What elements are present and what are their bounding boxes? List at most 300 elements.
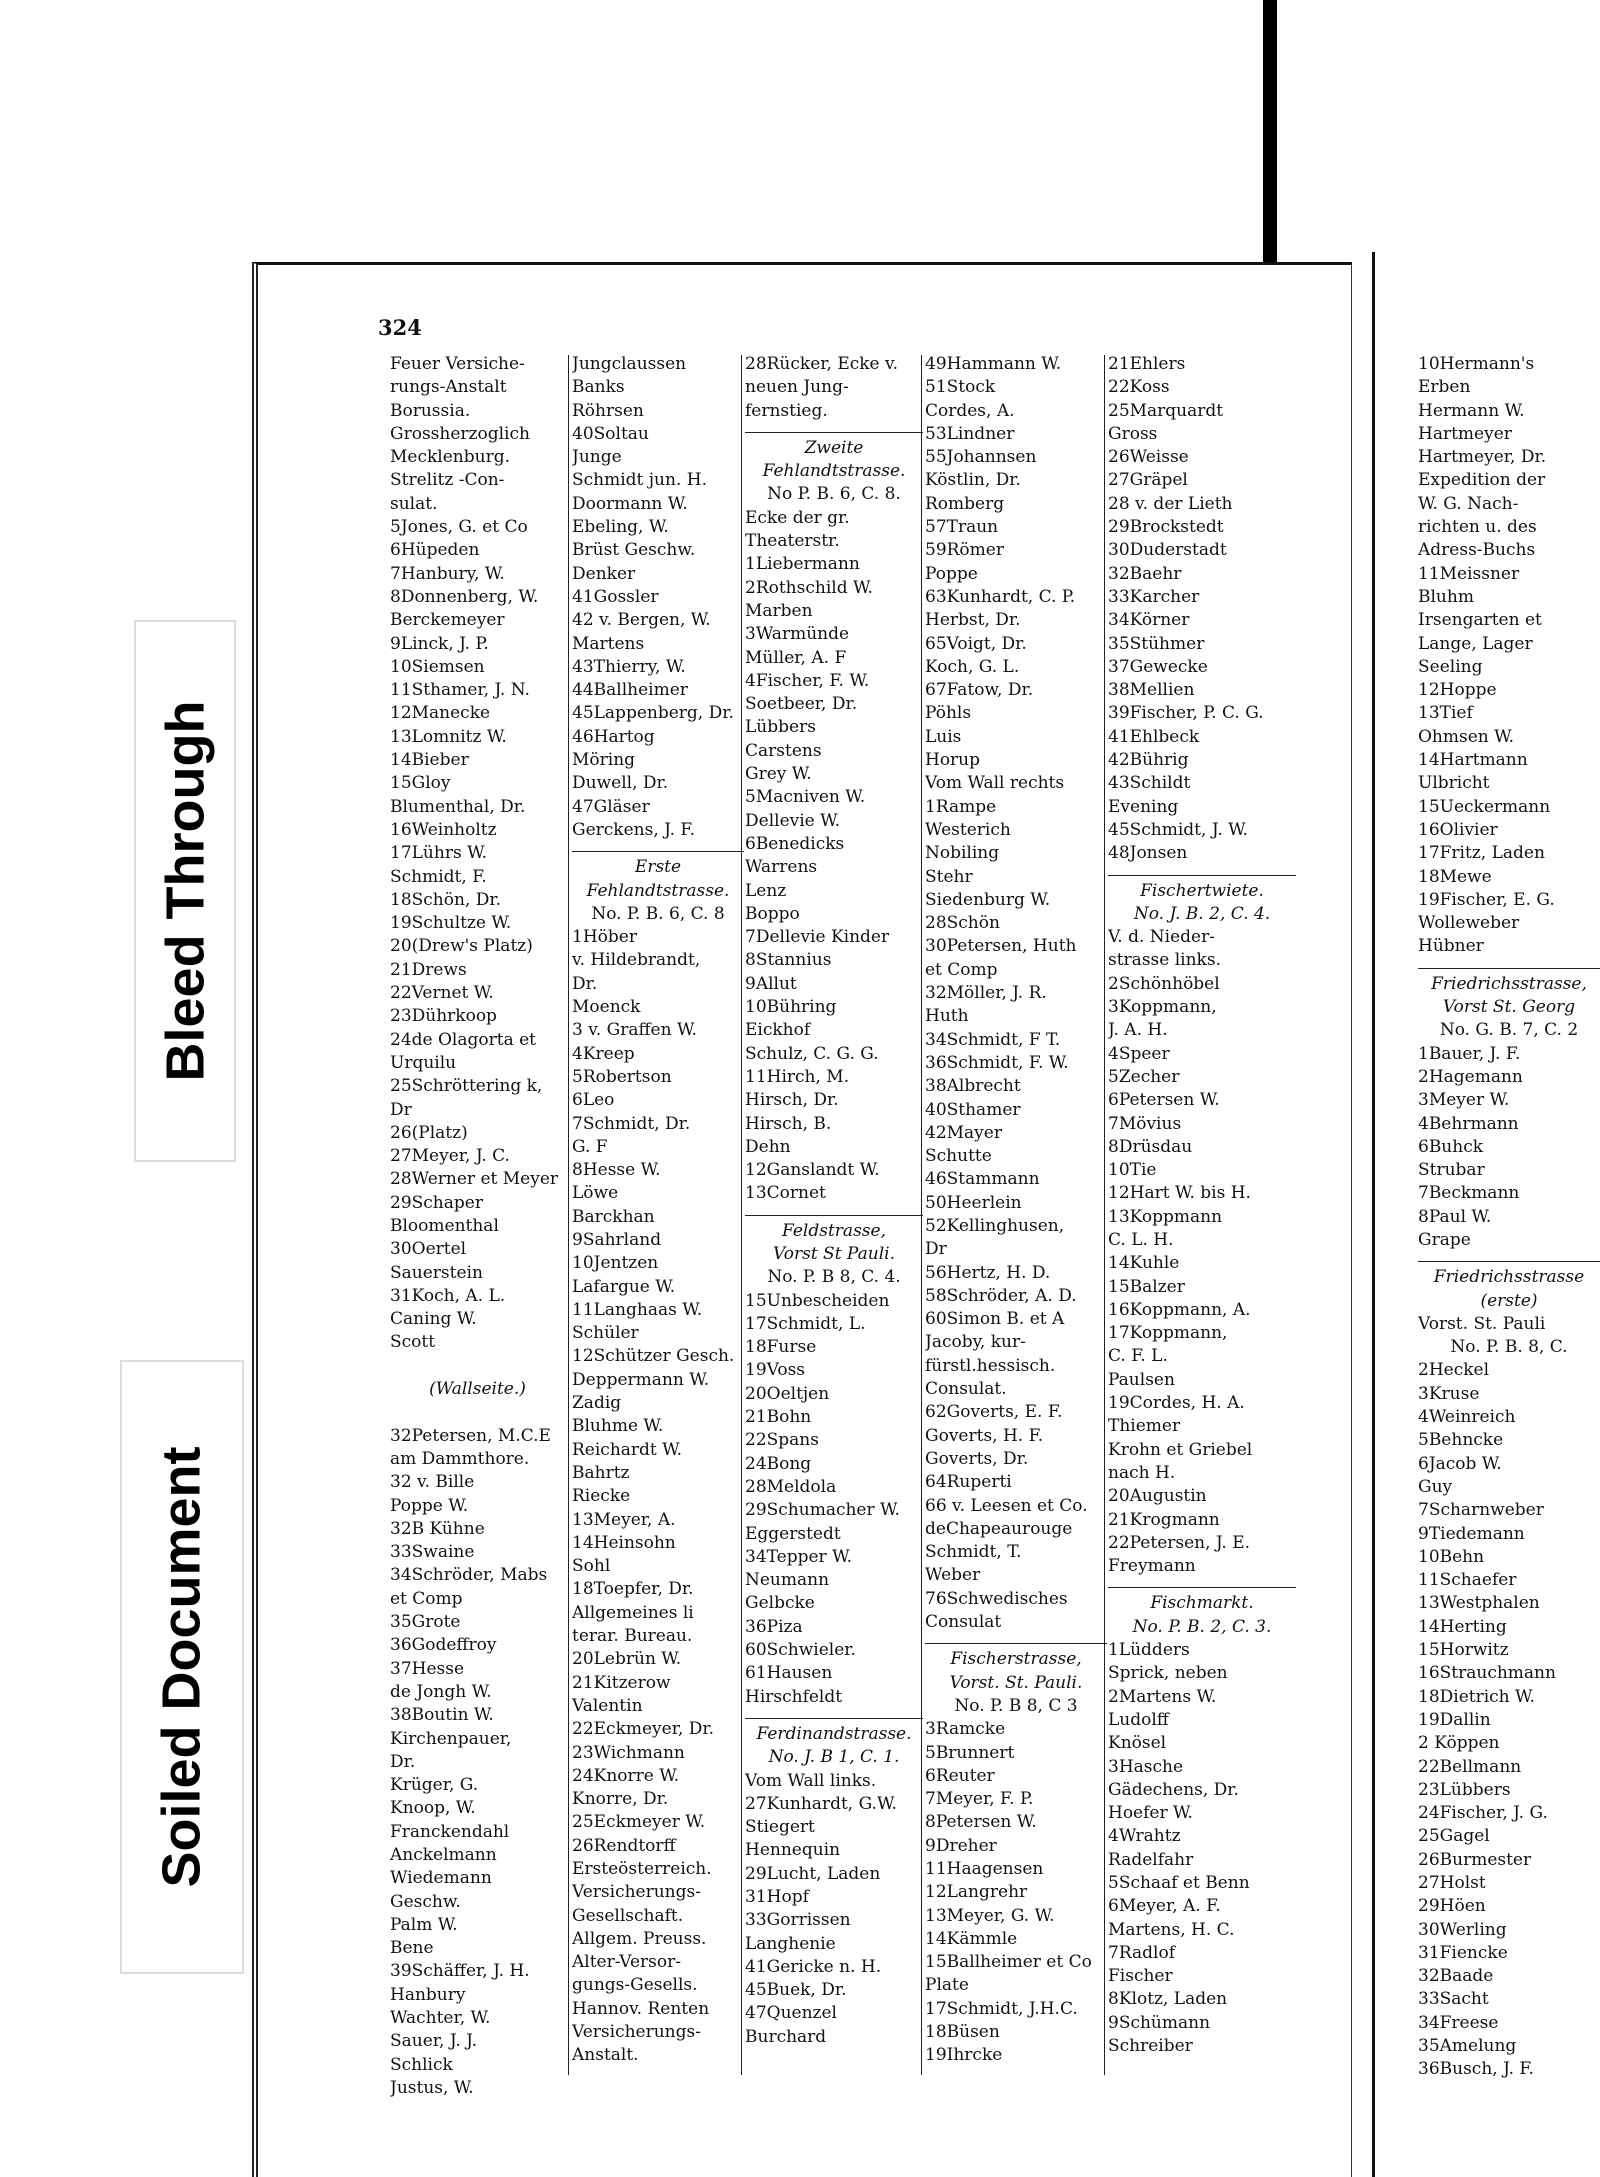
column-divider: [741, 355, 742, 2075]
directory-entry: Blumenthal, Dr.: [390, 796, 526, 817]
directory-entry: 76Schwedisches: [925, 1588, 1068, 1609]
directory-entry: 27Meyer, J. C.: [390, 1146, 510, 1167]
directory-entry: Neumann: [745, 1570, 830, 1591]
directory-entry: Poppe W.: [390, 1495, 469, 1516]
directory-entry: 30Duderstadt: [1108, 540, 1227, 561]
directory-entry: 28Werner et Meyer: [390, 1169, 558, 1190]
directory-entry: Fehlandtstrasse.: [762, 461, 906, 482]
directory-entry: Allgemeines li: [572, 1602, 694, 1623]
column-divider: [568, 355, 569, 2075]
directory-entry: Vorst St Pauli.: [773, 1243, 895, 1264]
directory-entry: 18Toepfer, Dr.: [572, 1579, 694, 1600]
directory-entry: Versicherungs-: [572, 1882, 701, 1903]
directory-entry: 7Meyer, F. P.: [925, 1789, 1034, 1810]
directory-entry: 10Tie: [1108, 1160, 1157, 1181]
directory-entry: 5Robertson: [572, 1066, 672, 1087]
directory-entry: 21Krogmann: [1108, 1509, 1220, 1530]
directory-entry: strasse links.: [1108, 950, 1221, 971]
directory-entry: Bloomenthal: [390, 1215, 499, 1236]
section-rule: [572, 851, 744, 852]
directory-entry: Hartmeyer: [1418, 423, 1512, 444]
directory-entry: Thiemer: [1108, 1416, 1181, 1437]
directory-entry: 15Unbescheiden: [745, 1290, 890, 1311]
directory-entry: Gesellschaft.: [572, 1905, 684, 1926]
directory-entry: 6Buhck: [1418, 1136, 1484, 1157]
directory-entry: 21Kitzerow: [572, 1672, 671, 1693]
directory-entry: Krüger, G.: [390, 1775, 479, 1796]
directory-entry: Vom Wall rechts: [925, 773, 1065, 794]
directory-entry: No. P. B 8, C 3: [954, 1695, 1078, 1716]
directory-entry: 26Weisse: [1108, 447, 1189, 468]
directory-entry: (erste): [1480, 1290, 1538, 1311]
directory-entry: Ludolff: [1108, 1709, 1169, 1730]
directory-entry: Cordes, A.: [925, 400, 1015, 421]
directory-entry: 16Strauchmann: [1418, 1663, 1556, 1684]
section-rule: [1418, 968, 1600, 969]
directory-entry: 15Ueckermann: [1418, 796, 1551, 817]
directory-entry: 12Hoppe: [1418, 680, 1497, 701]
directory-entry: Marben: [745, 600, 813, 621]
directory-entry: 4Behrmann: [1418, 1113, 1519, 1134]
directory-entry: 6Leo: [572, 1090, 615, 1111]
directory-entry: Schreiber: [1108, 2036, 1193, 2057]
directory-entry: Schmidt, T.: [925, 1542, 1022, 1563]
directory-entry: Dr.: [390, 1751, 416, 1772]
directory-entry: 9Sahrland: [572, 1229, 662, 1250]
directory-entry: 18Mewe: [1418, 866, 1492, 887]
directory-entry: 20Oeltjen: [745, 1383, 830, 1404]
directory-entry: Stiegert: [745, 1817, 815, 1838]
section-rule: [745, 1215, 923, 1216]
directory-entry: 29Brockstedt: [1108, 517, 1224, 538]
directory-entry: 1Bauer, J. F.: [1418, 1043, 1521, 1064]
directory-entry: 8Stannius: [745, 950, 832, 971]
directory-entry: Theaterstr.: [745, 531, 840, 552]
directory-entry: 43Schildt: [1108, 773, 1191, 794]
directory-entry: Strelitz -Con-: [390, 470, 505, 491]
directory-entry: 24Knorre W.: [572, 1765, 680, 1786]
directory-entry: C. L. H.: [1108, 1229, 1174, 1250]
directory-entry: 27Kunhardt, G.W.: [745, 1793, 897, 1814]
directory-entry: 25Eckmeyer W.: [572, 1812, 706, 1833]
directory-entry: 44Ballheimer: [572, 680, 688, 701]
directory-entry: 38Boutin W.: [390, 1705, 494, 1726]
directory-entry: et Comp: [390, 1588, 463, 1609]
directory-entry: Kirchenpauer,: [390, 1728, 512, 1749]
directory-entry: V. d. Nieder-: [1108, 927, 1215, 948]
directory-entry: 3Koppmann,: [1108, 997, 1217, 1018]
directory-entry: 8Klotz, Laden: [1108, 1989, 1228, 2010]
directory-entry: 9Allut: [745, 973, 797, 994]
directory-entry: Siedenburg W.: [925, 889, 1051, 910]
directory-entry: 23Wichmann: [572, 1742, 685, 1763]
directory-entry: 12Manecke: [390, 703, 491, 724]
directory-entry: G. F: [572, 1136, 608, 1157]
directory-entry: Brüst Geschw.: [572, 540, 696, 561]
directory-entry: 28Meldola: [745, 1476, 837, 1497]
directory-entry: Vorst. St. Pauli.: [949, 1672, 1083, 1693]
directory-entry: 15Gloy: [390, 773, 451, 794]
directory-entry: Dr: [925, 1239, 947, 1260]
directory-entry: 7Mövius: [1108, 1113, 1182, 1134]
directory-entry: 42 v. Bergen, W.: [572, 610, 711, 631]
directory-entry: 59Römer: [925, 540, 1004, 561]
directory-entry: 22Eckmeyer, Dr.: [572, 1719, 715, 1740]
directory-entry: Berckemeyer: [390, 610, 505, 631]
directory-entry: Sprick, neben: [1108, 1663, 1228, 1684]
directory-entry: 29Schumacher W.: [745, 1500, 900, 1521]
directory-entry: Erben: [1418, 377, 1471, 398]
directory-entry: am Dammthore.: [390, 1448, 530, 1469]
directory-entry: 35Amelung: [1418, 2036, 1517, 2057]
directory-entry: Goverts, Dr.: [925, 1448, 1029, 1469]
directory-entry: Grey W.: [745, 764, 812, 785]
directory-entry: 13Meyer, A.: [572, 1509, 676, 1530]
directory-entry: Feldstrasse,: [782, 1220, 886, 1241]
directory-entry: Pöhls: [925, 703, 972, 724]
directory-entry: 14Herting: [1418, 1616, 1507, 1637]
directory-entry: Caning W.: [390, 1309, 477, 1330]
directory-entry: Stehr: [925, 866, 973, 887]
directory-entry: 31Fiencke: [1418, 1942, 1508, 1963]
directory-entry: Köstlin, Dr.: [925, 470, 1021, 491]
directory-entry: 7Scharnweber: [1418, 1500, 1544, 1521]
directory-entry: Bluhme W.: [572, 1416, 664, 1437]
directory-entry: Huth: [925, 1006, 969, 1027]
directory-entry: 21Drews: [390, 959, 467, 980]
directory-entry: 22Koss: [1108, 377, 1170, 398]
directory-entry: 45Lappenberg, Dr.: [572, 703, 734, 724]
directory-entry: Schmidt jun. H.: [572, 470, 707, 491]
directory-entry: 46Stammann: [925, 1169, 1040, 1190]
directory-entry: Banks: [572, 377, 625, 398]
directory-entry: 16Weinholtz: [390, 819, 497, 840]
directory-entry: 19Fischer, E. G.: [1418, 889, 1555, 910]
directory-entry: 30Petersen, Huth: [925, 936, 1077, 957]
directory-entry: Urquilu: [390, 1052, 457, 1073]
directory-entry: Expedition der: [1418, 470, 1546, 491]
directory-entry: Zadig: [572, 1393, 622, 1414]
directory-entry: fürstl.hessisch.: [925, 1355, 1056, 1376]
directory-entry: Knorre, Dr.: [572, 1789, 669, 1810]
directory-entry: Geschw.: [390, 1891, 461, 1912]
directory-entry: Martens: [572, 633, 645, 654]
directory-entry: 10Bühring: [745, 997, 837, 1018]
directory-entry: Radelfahr: [1108, 1849, 1194, 1870]
directory-entry: No. J. B 1, C. 1.: [768, 1747, 900, 1768]
directory-entry: Soetbeer, Dr.: [745, 694, 858, 715]
directory-entry: 46Hartog: [572, 726, 655, 747]
directory-entry: 40Soltau: [572, 423, 649, 444]
directory-entry: 13Tief: [1418, 703, 1473, 724]
directory-entry: 25Gagel: [1418, 1826, 1490, 1847]
directory-entry: 35Stühmer: [1108, 633, 1205, 654]
directory-entry: 33Sacht: [1418, 1989, 1489, 2010]
directory-entry: de Jongh W.: [390, 1681, 492, 1702]
directory-entry: Duwell, Dr.: [572, 773, 669, 794]
directory-entry: 8Petersen W.: [925, 1812, 1037, 1833]
directory-entry: Denker: [572, 563, 636, 584]
directory-entry: Romberg: [925, 493, 1005, 514]
directory-entry: Ersteösterreich.: [572, 1859, 712, 1879]
directory-entry: 21Ehlers: [1108, 354, 1186, 374]
directory-entry: 9Linck, J. P.: [390, 633, 489, 654]
directory-entry: 38Mellien: [1108, 680, 1195, 701]
directory-entry: 6Jacob W.: [1418, 1453, 1502, 1474]
directory-column-6: [1418, 353, 1600, 2082]
directory-entry: Eggerstedt: [745, 1523, 841, 1544]
directory-column-3: [745, 353, 923, 2049]
directory-entry: 63Kunhardt, C. P.: [925, 586, 1076, 607]
soiled-document-tab: [120, 1360, 244, 1974]
directory-entry: sulat.: [390, 493, 438, 514]
directory-entry: 14Kuhle: [1108, 1253, 1180, 1274]
directory-entry: Schutte: [925, 1146, 992, 1167]
directory-entry: Allgem. Preuss.: [572, 1928, 707, 1949]
directory-entry: 11Haagensen: [925, 1859, 1044, 1879]
directory-entry: 12Langrehr: [925, 1882, 1028, 1903]
directory-entry: 8Donnenberg, W.: [390, 586, 539, 607]
directory-entry: Freymann: [1108, 1556, 1196, 1577]
directory-entry: Vorst. St. Pauli: [1418, 1313, 1546, 1334]
directory-entry: Fischertwiete.: [1140, 880, 1264, 901]
directory-entry: 7Schmidt, Dr.: [572, 1113, 691, 1134]
directory-entry: 20Augustin: [1108, 1486, 1207, 1507]
directory-entry: Poppe: [925, 563, 978, 584]
directory-entry: 19Dallin: [1418, 1709, 1491, 1730]
directory-entry: 28Rücker, Ecke v.: [745, 354, 899, 374]
directory-entry: 13Koppmann: [1108, 1206, 1223, 1227]
directory-entry: Horup: [925, 750, 981, 771]
directory-entry: Consulat: [925, 1612, 1002, 1633]
directory-entry: Schlick: [390, 2054, 453, 2075]
directory-entry: 66 v. Leesen et Co.: [925, 1495, 1088, 1516]
directory-entry: Warrens: [745, 857, 818, 878]
directory-entry: Boppo: [745, 903, 800, 924]
directory-entry: Consulat.: [925, 1379, 1007, 1400]
directory-entry: 25Marquardt: [1108, 400, 1224, 421]
directory-entry: Doormann W.: [572, 493, 688, 514]
directory-entry: Lenz: [745, 880, 787, 901]
directory-entry: 55Johannsen: [925, 447, 1037, 468]
directory-entry: Zweite: [804, 437, 864, 458]
directory-entry: 7Hanbury, W.: [390, 563, 505, 584]
directory-entry: Sauer, J. J.: [390, 2031, 478, 2052]
directory-entry: 22Petersen, J. E.: [1108, 1532, 1251, 1553]
directory-entry: 17Koppmann,: [1108, 1323, 1228, 1344]
directory-entry: 18Büsen: [925, 2022, 1000, 2043]
directory-entry: 6Reuter: [925, 1765, 995, 1786]
directory-entry: J. A. H.: [1108, 1020, 1168, 1041]
section-rule: [745, 432, 923, 433]
directory-entry: 14Heinsohn: [572, 1532, 676, 1553]
directory-entry: 13Westphalen: [1418, 1593, 1540, 1614]
directory-entry: 14Kämmle: [925, 1928, 1018, 1949]
section-rule: [1108, 1587, 1296, 1588]
directory-entry: 6Hüpeden: [390, 540, 480, 561]
directory-entry: 11Schaefer: [1418, 1570, 1517, 1591]
directory-entry: 5Macniven W.: [745, 787, 866, 808]
directory-entry: 10Jentzen: [572, 1253, 659, 1274]
directory-entry: 10Siemsen: [390, 656, 485, 677]
section-rule: [1418, 1261, 1600, 1262]
directory-entry: Bluhm: [1418, 586, 1474, 607]
directory-entry: Junge: [572, 447, 622, 468]
directory-entry: 1Lüdders: [1108, 1640, 1190, 1661]
directory-entry: Seeling: [1418, 656, 1483, 677]
directory-entry: Vom Wall links.: [745, 1770, 877, 1791]
directory-entry: 6Meyer, A. F.: [1108, 1896, 1221, 1917]
directory-entry: 20Lebrün W.: [572, 1649, 682, 1670]
directory-entry: Löwe: [572, 1183, 619, 1204]
directory-entry: Plate: [925, 1975, 969, 1996]
directory-entry: 19Cordes, H. A.: [1108, 1393, 1245, 1414]
directory-entry: Bene: [390, 1938, 434, 1959]
directory-entry: Friedrichsstrasse,: [1431, 973, 1587, 994]
directory-entry: 12Hart W. bis H.: [1108, 1183, 1251, 1204]
directory-entry: Eickhof: [745, 1020, 811, 1041]
directory-entry: Carstens: [745, 740, 822, 761]
directory-entry: 18Schön, Dr.: [390, 889, 502, 910]
directory-entry: [390, 1355, 565, 1378]
directory-entry: Adress-Buchs: [1418, 540, 1536, 561]
directory-entry: Schüler: [572, 1323, 639, 1344]
directory-entry: 47Gläser: [572, 796, 650, 817]
directory-entry: Friedrichsstrasse: [1433, 1267, 1585, 1288]
directory-entry: Hartmeyer, Dr.: [1418, 447, 1547, 468]
directory-entry: 41Gossler: [572, 586, 659, 607]
directory-entry: Franckendahl: [390, 1821, 510, 1842]
directory-entry: 2Martens W.: [1108, 1686, 1217, 1707]
directory-entry: 11Sthamer, J. N.: [390, 680, 530, 701]
directory-entry: 5Behncke: [1418, 1430, 1504, 1451]
directory-entry: 52Kellinghusen,: [925, 1215, 1065, 1236]
directory-entry: Anckelmann: [390, 1845, 497, 1865]
directory-entry: Gerckens, J. F.: [572, 819, 695, 840]
directory-entry: 27Holst: [1418, 1873, 1486, 1893]
directory-entry: Weber: [925, 1565, 981, 1586]
directory-entry: 1Liebermann: [745, 554, 860, 575]
directory-entry: 29Höen: [1418, 1896, 1486, 1917]
directory-entry: No. P. B. 6, C. 8: [591, 903, 725, 924]
directory-entry: v. Hildebrandt,: [572, 950, 701, 971]
directory-entry: No. P. B 8, C. 4.: [767, 1267, 901, 1288]
directory-entry: Valentin: [572, 1695, 643, 1716]
directory-entry: richten u. des: [1418, 517, 1537, 538]
directory-entry: Luis: [925, 726, 962, 747]
directory-entry: Dellevie W.: [745, 810, 841, 831]
directory-entry: 4Speer: [1108, 1043, 1170, 1064]
directory-entry: 13Lomnitz W.: [390, 726, 507, 747]
directory-entry: Moenck: [572, 997, 641, 1018]
directory-entry: 10Hermann's: [1418, 354, 1535, 374]
directory-entry: Jungclaussen: [572, 354, 687, 374]
directory-entry: Anstalt.: [572, 2045, 639, 2066]
directory-entry: 36Godeffroy: [390, 1635, 497, 1656]
directory-entry: W. G. Nach-: [1418, 493, 1519, 514]
directory-entry: 38Albrecht: [925, 1076, 1021, 1097]
directory-entry: Lange, Lager: [1418, 633, 1533, 654]
directory-entry: Möring: [572, 750, 636, 771]
directory-entry: 32Baade: [1418, 1966, 1494, 1987]
directory-entry: neuen Jung-: [745, 377, 849, 398]
directory-entry: 8Drüsdau: [1108, 1136, 1193, 1157]
directory-entry: 26Burmester: [1418, 1849, 1532, 1870]
directory-entry: Röhrsen: [572, 400, 644, 421]
directory-entry: Knösel: [1108, 1733, 1167, 1754]
directory-entry: (Wallseite.): [429, 1379, 526, 1400]
directory-entry: 4Wrahtz: [1108, 1826, 1181, 1847]
directory-entry: Martens, H. C.: [1108, 1919, 1235, 1940]
directory-entry: 11Hirch, M.: [745, 1066, 850, 1087]
directory-entry: 33Karcher: [1108, 586, 1200, 607]
directory-entry: 60Simon B. et A: [925, 1309, 1065, 1330]
directory-entry: Dr: [390, 1099, 412, 1120]
directory-entry: et Comp: [925, 959, 998, 980]
section-rule: [745, 1718, 923, 1719]
directory-entry: 4Fischer, F. W.: [745, 670, 870, 691]
directory-entry: 15Horwitz: [1418, 1640, 1509, 1661]
directory-entry: 30Werling: [1418, 1919, 1507, 1940]
directory-entry: Justus, W.: [390, 2077, 474, 2098]
directory-entry: 32Baehr: [1108, 563, 1182, 584]
directory-entry: 34Körner: [1108, 610, 1190, 631]
directory-entry: 28 v. der Lieth: [1108, 493, 1233, 514]
directory-entry: Krohn et Griebel: [1108, 1439, 1253, 1460]
directory-entry: Gädechens, Dr.: [1108, 1779, 1239, 1800]
directory-entry: 37Gewecke: [1108, 656, 1208, 677]
directory-entry: Strubar: [1418, 1160, 1485, 1181]
directory-entry: Lafargue W.: [572, 1276, 676, 1297]
directory-entry: 11Langhaas W.: [572, 1299, 703, 1320]
directory-entry: 9Dreher: [925, 1835, 997, 1856]
directory-entry: Erste: [634, 857, 682, 878]
directory-entry: 7Beckmann: [1418, 1183, 1520, 1204]
directory-entry: Herbst, Dr.: [925, 610, 1021, 631]
directory-entry: 2 Köppen: [1418, 1733, 1500, 1754]
directory-entry: 49Hammann W.: [925, 354, 1062, 374]
directory-entry: 3Warmünde: [745, 624, 850, 645]
directory-entry: 51Stock: [925, 377, 996, 398]
directory-entry: Wiedemann: [390, 1868, 492, 1889]
margin-white: [1370, 0, 1600, 260]
directory-entry: 23Dührkoop: [390, 1006, 497, 1027]
directory-entry: 18Dietrich W.: [1418, 1686, 1535, 1707]
directory-entry: gungs-Gesells.: [572, 1975, 698, 1996]
directory-entry: No. J. B. 2, C. 4.: [1133, 903, 1271, 924]
directory-entry: Riecke: [572, 1486, 631, 1507]
directory-entry: Reichardt W.: [572, 1439, 683, 1460]
directory-entry: 5Brunnert: [925, 1742, 1015, 1763]
directory-entry: 1Rampe: [925, 796, 997, 817]
directory-entry: Feuer Versiche-: [390, 354, 525, 374]
directory-entry: 13Cornet: [745, 1183, 826, 1204]
section-rule: [925, 1643, 1107, 1644]
directory-entry: Sauerstein: [390, 1262, 483, 1283]
soiled-document-label: Soiled Document: [152, 1446, 213, 1888]
directory-entry: 7Radlof: [1108, 1942, 1175, 1963]
directory-entry: 26(Platz): [390, 1122, 468, 1143]
directory-entry: 1Höber: [572, 927, 637, 948]
directory-entry: Westerich: [925, 819, 1011, 840]
page-number: 324: [378, 315, 422, 340]
directory-entry: 41Ehlbeck: [1108, 726, 1200, 747]
directory-entry: 17Schmidt, J.H.C.: [925, 1998, 1078, 2019]
directory-entry: Fischmarkt.: [1150, 1593, 1254, 1614]
directory-column-2: [572, 353, 744, 2068]
directory-entry: 41Gericke n. H.: [745, 1956, 882, 1977]
directory-entry: Vorst St. Georg: [1442, 997, 1576, 1018]
